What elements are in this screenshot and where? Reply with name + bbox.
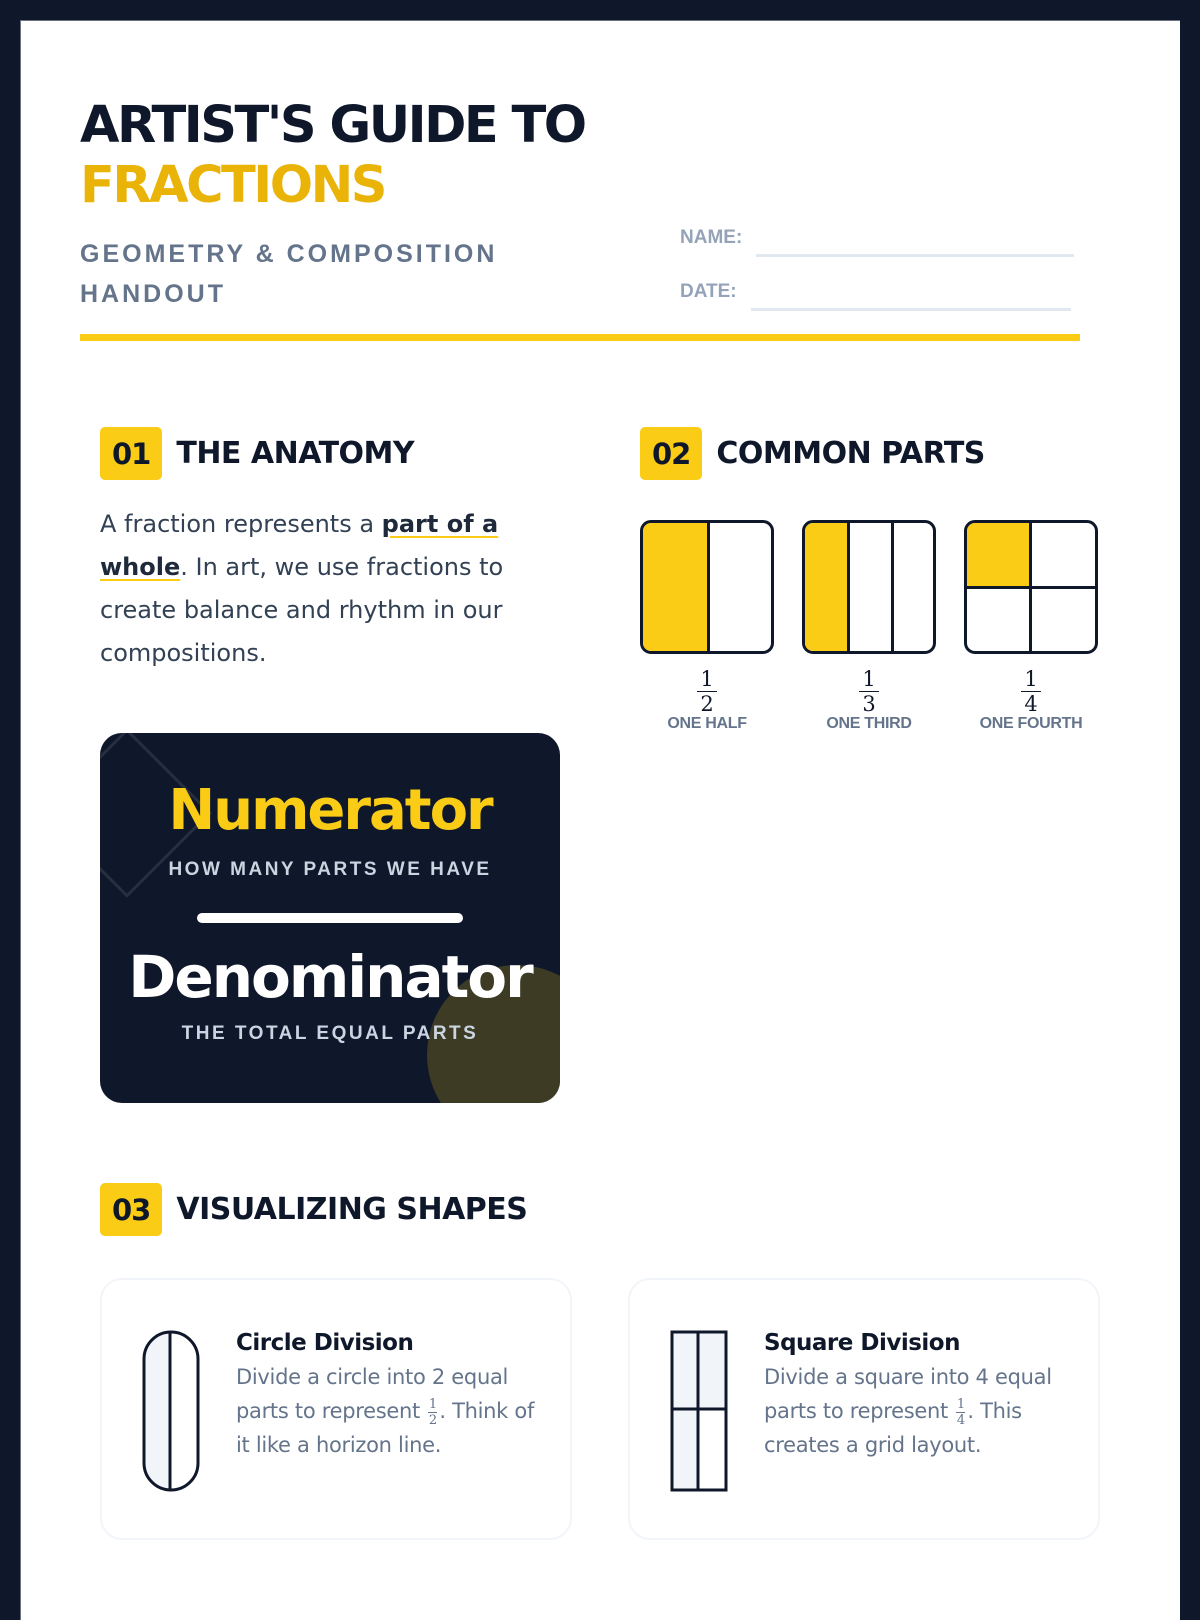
numerator-description: HOW MANY PARTS WE HAVE <box>168 859 492 880</box>
divided-circle-icon <box>142 1330 200 1497</box>
subtitle: GEOMETRY & COMPOSITION HANDOUT <box>80 240 498 308</box>
fraction-bar <box>197 913 463 923</box>
anatomy-intro-text <box>100 503 540 675</box>
section-number-badge: 03 <box>100 1183 162 1236</box>
intro-text-end: . In art, we use fractions to create balance and rhythm in our compositions. <box>100 553 504 667</box>
fraction-label: ONE FOURTH <box>979 715 1083 732</box>
date-input-line[interactable] <box>751 308 1071 311</box>
inline-fraction: $\frac{1}{2}$ <box>428 1396 437 1428</box>
date-label: DATE: <box>680 281 737 302</box>
intro-text-start: A fraction represents a <box>100 510 382 538</box>
half-diagram-icon <box>640 520 774 654</box>
section-number-badge: 01 <box>100 427 162 480</box>
inline-fraction: $\frac{1}{4}$ <box>956 1396 965 1428</box>
fraction-one-third <box>802 520 936 733</box>
common-parts-row <box>640 520 1098 733</box>
title-line-2: FRACTIONS <box>80 156 386 215</box>
circle-division-card <box>100 1278 572 1540</box>
numerator-title: Numerator <box>168 778 492 843</box>
title-line-1: ARTIST'S GUIDE TO <box>80 96 585 155</box>
fraction-label: ONE HALF <box>667 715 747 732</box>
fraction-notation: $\frac{1}{2}$ <box>697 668 717 715</box>
section-title: THE ANATOMY <box>176 436 415 471</box>
third-diagram-icon <box>802 520 936 654</box>
card-description: Divide a square into 4 equal parts to represent $\frac{1}{4}$ . This creates a grid layout. <box>764 1365 1052 1457</box>
card-title: Square Division <box>764 1330 960 1356</box>
fraction-anatomy-card <box>100 733 560 1103</box>
fraction-notation: $\frac{1}{4}$ <box>1021 668 1041 715</box>
fraction-one-fourth <box>964 520 1098 733</box>
card-description: Divide a circle into 2 equal parts to represent $\frac{1}{2}$ . Think of it like a horizon line. <box>236 1365 535 1457</box>
denominator-title: Denominator <box>128 943 532 1011</box>
section-heading-common-parts <box>640 427 985 480</box>
divided-square-icon <box>670 1330 728 1497</box>
name-field[interactable] <box>680 228 1074 247</box>
name-input-line[interactable] <box>756 254 1074 257</box>
date-field[interactable] <box>680 282 1071 301</box>
header-divider <box>80 334 1080 341</box>
highlighted-phrase: part of a whole <box>100 510 499 581</box>
section-number-badge: 02 <box>640 427 702 480</box>
fraction-label: ONE THIRD <box>826 715 912 732</box>
section-title: COMMON PARTS <box>716 436 985 471</box>
square-division-card <box>628 1278 1100 1540</box>
denominator-description: THE TOTAL EQUAL PARTS <box>181 1023 479 1044</box>
section-heading-visualizing-shapes <box>100 1183 527 1236</box>
section-heading-anatomy <box>100 427 414 480</box>
fraction-notation: $\frac{1}{3}$ <box>859 668 879 715</box>
name-label: NAME: <box>680 227 743 248</box>
card-title: Circle Division <box>236 1330 414 1356</box>
fraction-one-half <box>640 520 774 733</box>
section-title: VISUALIZING SHAPES <box>176 1192 528 1227</box>
fourth-diagram-icon <box>964 520 1098 654</box>
